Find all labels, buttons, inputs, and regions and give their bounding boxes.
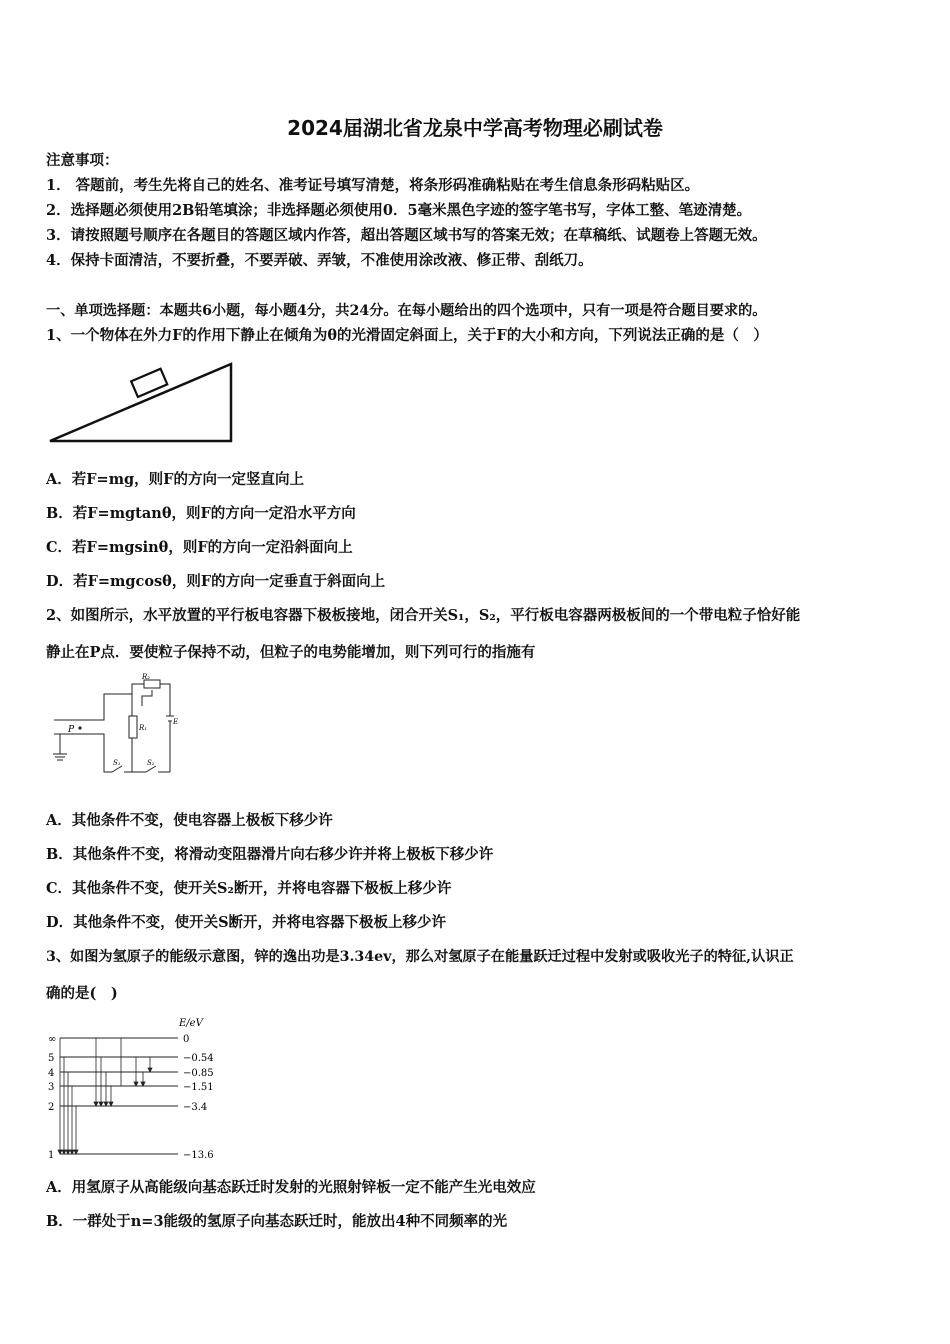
capacitor-circuit-figure: [46, 672, 186, 780]
level-energy-2: −3.4: [183, 1102, 208, 1113]
q1-option-a: A．若F=mg，则F的方向一定竖直向上: [46, 471, 304, 488]
level-n-4: 4: [48, 1068, 55, 1079]
q1-stem: 1、一个物体在外力F的作用下静止在倾角为θ的光滑固定斜面上，关于F的大小和方向，下列说法正确的是（ ）: [46, 327, 768, 344]
energy-level-diagram: [46, 1014, 236, 1164]
level-n-1: 1: [48, 1150, 55, 1161]
level-energy-1: −13.6: [183, 1150, 214, 1161]
notice-item-3: 3．请按照题号顺序在各题目的答题区域内作答，超出答题区域书写的答案无效；在草稿纸、试题卷上答题无效。: [46, 227, 767, 244]
q1-option-d: D．若F=mgcosθ，则F的方向一定垂直于斜面向上: [46, 573, 386, 590]
q2-stem-line1: 2、如图所示，水平放置的平行板电容器下极板接地，闭合开关S₁，S₂，平行板电容器两极板间的一个带电粒子恰好能: [46, 607, 801, 624]
q3-stem-line1: 3、如图为氢原子的能级示意图，锌的逸出功是3.34ev，那么对氢原子在能量跃迁过程中发射或吸收光子的特征,认识正: [46, 949, 794, 965]
level-n-5: 5: [48, 1053, 55, 1064]
q2-stem-line2: 静止在P点．要使粒子保持不动，但粒子的电势能增加，则下列可行的指施有: [46, 644, 536, 661]
label-r2: R₂: [142, 673, 151, 681]
label-e: E: [173, 718, 179, 726]
incline-triangle: [50, 364, 231, 441]
notice-heading: 注意事项：: [46, 152, 119, 169]
q1-option-b: B．若F=mgtanθ，则F的方向一定沿水平方向: [46, 505, 356, 522]
q3-option-b: B．一群处于n=3能级的氢原子向基态跃迁时，能放出4种不同频率的光: [46, 1213, 508, 1230]
section-heading: 一、单项选择题：本题共6小题，每小题4分，共24分。在每小题给出的四个选项中，只有一项是符合题目要求的。: [46, 303, 767, 319]
level-energy-3: −1.51: [183, 1082, 214, 1093]
level-energy-5: −0.54: [183, 1053, 214, 1064]
level-n-3: 3: [48, 1082, 55, 1093]
level-energy-inf: 0: [183, 1034, 190, 1045]
q3-option-a: A．用氢原子从高能级向基态跃迁时发射的光照射锌板一定不能产生光电效应: [46, 1179, 536, 1196]
q2-option-a: A．其他条件不变，使电容器上极板下移少许: [46, 812, 333, 829]
level-n-2: 2: [48, 1102, 55, 1113]
q2-option-b: B．其他条件不变，将滑动变阻器滑片向右移少许并将上极板下移少许: [46, 846, 494, 863]
notice-item-2: 2．选择题必须使用2B铅笔填涂；非选择题必须使用0．5毫米黑色字迹的签字笔书写，字体工整、笔迹清楚。: [46, 202, 752, 219]
level-n-inf: ∞: [48, 1034, 57, 1045]
q2-option-d: D．其他条件不变，使开关S断开，并将电容器下极板上移少许: [46, 914, 447, 931]
incline-figure: [46, 360, 236, 446]
label-s2: S₂: [147, 759, 155, 767]
q2-option-c: C．其他条件不变，使开关S₂断开，并将电容器下极板上移少许: [46, 880, 452, 897]
notice-item-4: 4．保持卡面清洁，不要折叠，不要弄破、弄皱，不准使用涂改液、修正带、刮纸刀。: [46, 252, 593, 269]
q1-option-c: C．若F=mgsinθ，则F的方向一定沿斜面向上: [46, 539, 353, 556]
page-title: 2024届湖北省龙泉中学高考物理必刷试卷: [287, 116, 663, 140]
label-r1: R₁: [139, 724, 148, 732]
label-p: P: [68, 725, 75, 735]
notice-item-1: 1． 答题前，考生先将自己的姓名、准考证号填写清楚，将条形码准确粘贴在考生信息条形码粘贴区。: [46, 177, 700, 194]
axis-label: E/eV: [179, 1018, 203, 1029]
q3-stem-line2: 确的是( ): [46, 985, 118, 1002]
particle-p-dot: [78, 726, 81, 729]
level-energy-4: −0.85: [183, 1068, 214, 1079]
label-s1: S₁: [113, 759, 121, 767]
